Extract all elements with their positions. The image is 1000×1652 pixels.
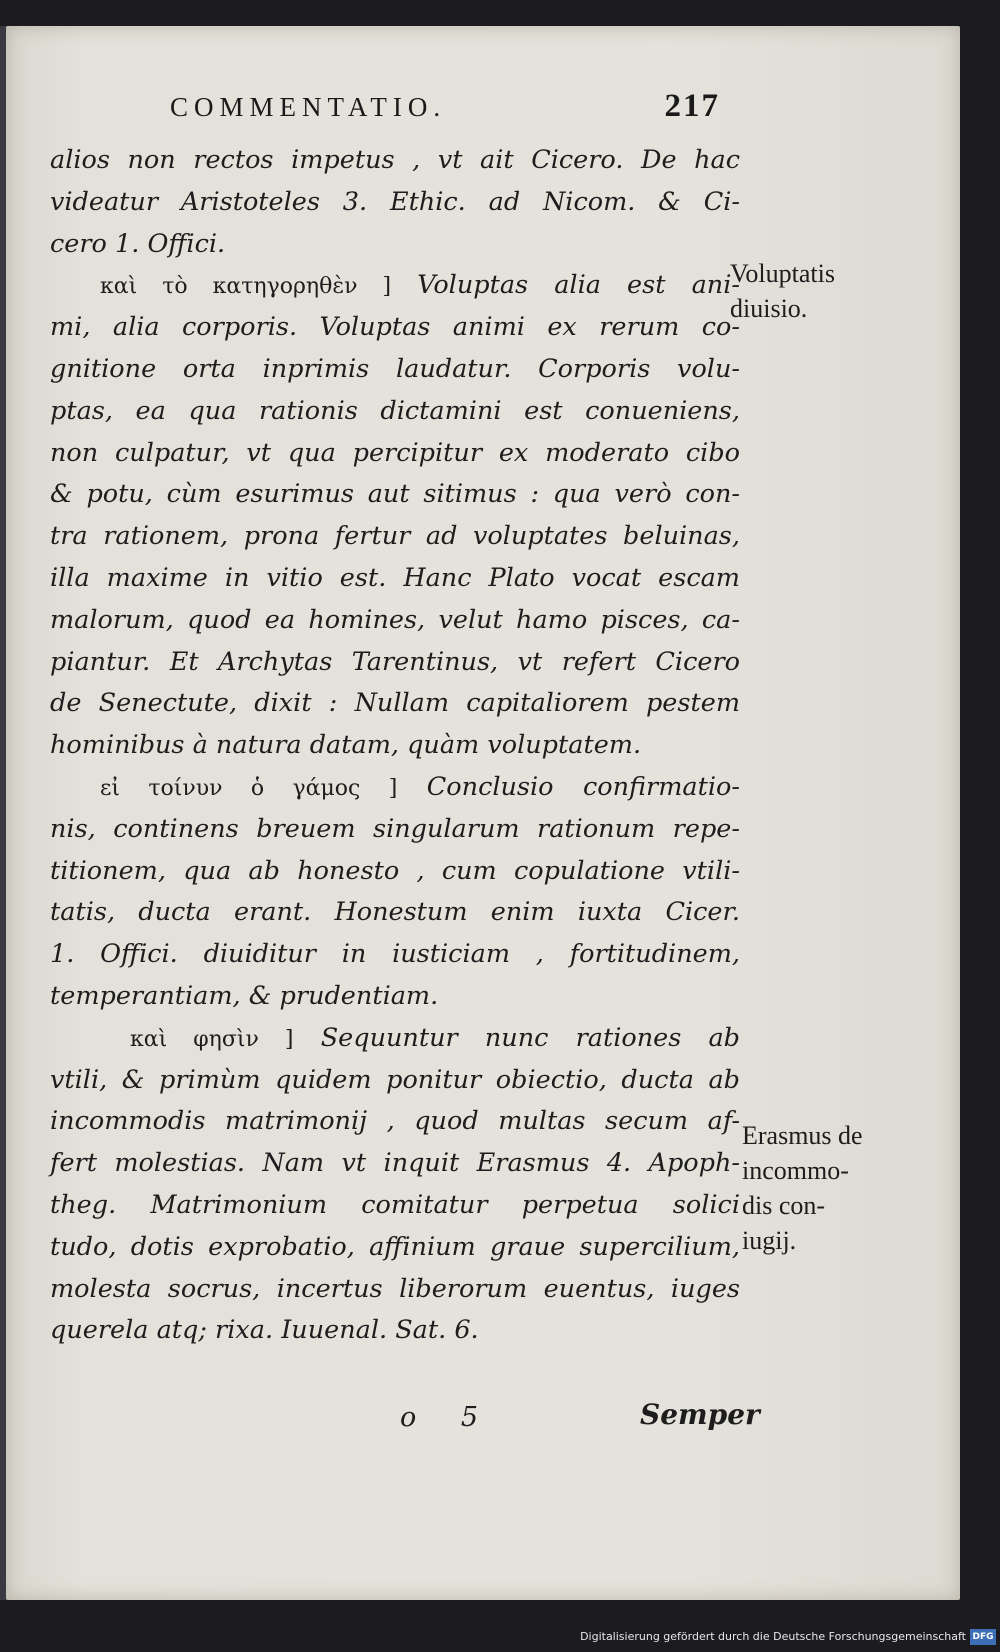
text-line: tra rationem, prona fertur ad voluptates beluinas, xyxy=(50,521,740,552)
text-line: mi, alia corporis. Voluptas animi ex rerum co- xyxy=(50,312,740,343)
text-line: hominibus à natura datam, quàm voluptatem. xyxy=(50,730,642,761)
text-line: theg. Matrimonium comitatur perpetua solici xyxy=(50,1189,740,1220)
text-line: querela atq; rixa. Iuuenal. Sat. 6. xyxy=(50,1315,479,1346)
text-line: vtili, & primùm quidem ponitur obiectio, ducta ab xyxy=(50,1064,740,1095)
text-line: fert molestias. Nam vt inquit Erasmus 4. Apoph- xyxy=(50,1148,740,1179)
text-line xyxy=(50,265,740,307)
text-line: videatur Aristoteles 3. Ethic. ad Nicom. & Ci- xyxy=(50,186,740,217)
text-line xyxy=(50,767,740,809)
text-line: malorum, quod ea homines, velut hamo pisces, ca- xyxy=(50,604,740,635)
text-line xyxy=(50,1018,740,1060)
text-line: titionem, qua ab honesto , cum copulatione vtili- xyxy=(50,855,740,886)
text-segment: Sequuntur nunc rationes ab xyxy=(320,1022,741,1053)
margin-note-line: incommo- xyxy=(742,1156,849,1185)
page-header xyxy=(160,88,720,128)
text-line: piantur. Et Archytas Tarentinus, vt refert Cicero xyxy=(50,646,740,677)
margin-note-voluptatis xyxy=(730,256,835,326)
text-line: alios non rectos impetus , vt ait Cicero. De hac xyxy=(50,145,740,175)
text-line: non culpatur, vt qua percipitur ex moderato cibo xyxy=(50,437,740,468)
margin-note-erasmus xyxy=(742,1118,863,1258)
text-line: de Senectute, dixit : Nullam capitaliorem pestem xyxy=(50,688,740,719)
text-line: illa maxime in vitio est. Hanc Plato vocat escam xyxy=(50,562,740,593)
text-segment: Voluptas alia est ani- xyxy=(417,270,740,301)
text-line: tudo, dotis exprobatio, affinium graue supercilium, xyxy=(50,1231,740,1262)
signature-mark: o 5 xyxy=(400,1402,497,1433)
text-line: 1. Offici. diuiditur in iusticiam , fortitudinem, xyxy=(50,939,740,970)
greek-lemma: καὶ τὸ κατηγορηθὲν ] xyxy=(100,274,392,300)
body-text xyxy=(50,140,740,1352)
text-line: cero 1. Offici. xyxy=(50,228,226,259)
margin-note-line: Voluptatis xyxy=(730,259,835,288)
margin-note-line: iugij. xyxy=(742,1226,797,1255)
text-line: molesta socrus, incertus liberorum euentus, iuges xyxy=(50,1273,740,1304)
text-line: tatis, ducta erant. Honestum enim iuxta Cicer. xyxy=(50,897,740,928)
page-number: 217 xyxy=(664,88,720,124)
text-line: gnitione orta inprimis laudatur. Corporis volu- xyxy=(50,353,740,384)
margin-note-line: Erasmus de xyxy=(742,1121,863,1150)
funding-credit: Digitalisierung gefördert durch die Deutsche Forschungsgemeinschaft xyxy=(580,1630,966,1643)
text-line: ptas, ea qua rationis dictamini est conueniens, xyxy=(50,395,740,426)
digitization-footer xyxy=(0,1626,1000,1652)
text-line: incommodis matrimonij , quod multas secum af- xyxy=(50,1106,740,1137)
greek-lemma: εἰ τοίνυν ὁ γάμος ] xyxy=(100,775,398,801)
text-line: nis, continens breuem singularum rationum repe- xyxy=(50,813,740,844)
text-line: temperantiam, & prudentiam. xyxy=(50,980,439,1011)
catchword: Semper xyxy=(640,1398,760,1431)
text-segment: Conclusio confirmatio- xyxy=(426,771,740,802)
running-head: COMMENTATIO. xyxy=(170,92,447,122)
margin-note-line: diuisio. xyxy=(730,294,808,323)
greek-lemma: καὶ φησὶν ] xyxy=(130,1026,294,1052)
text-line: & potu, cùm esurimus aut sitimus : qua verò con- xyxy=(50,479,740,510)
margin-note-line: dis con- xyxy=(742,1191,826,1220)
dfg-logo-icon: DFG xyxy=(970,1629,996,1645)
